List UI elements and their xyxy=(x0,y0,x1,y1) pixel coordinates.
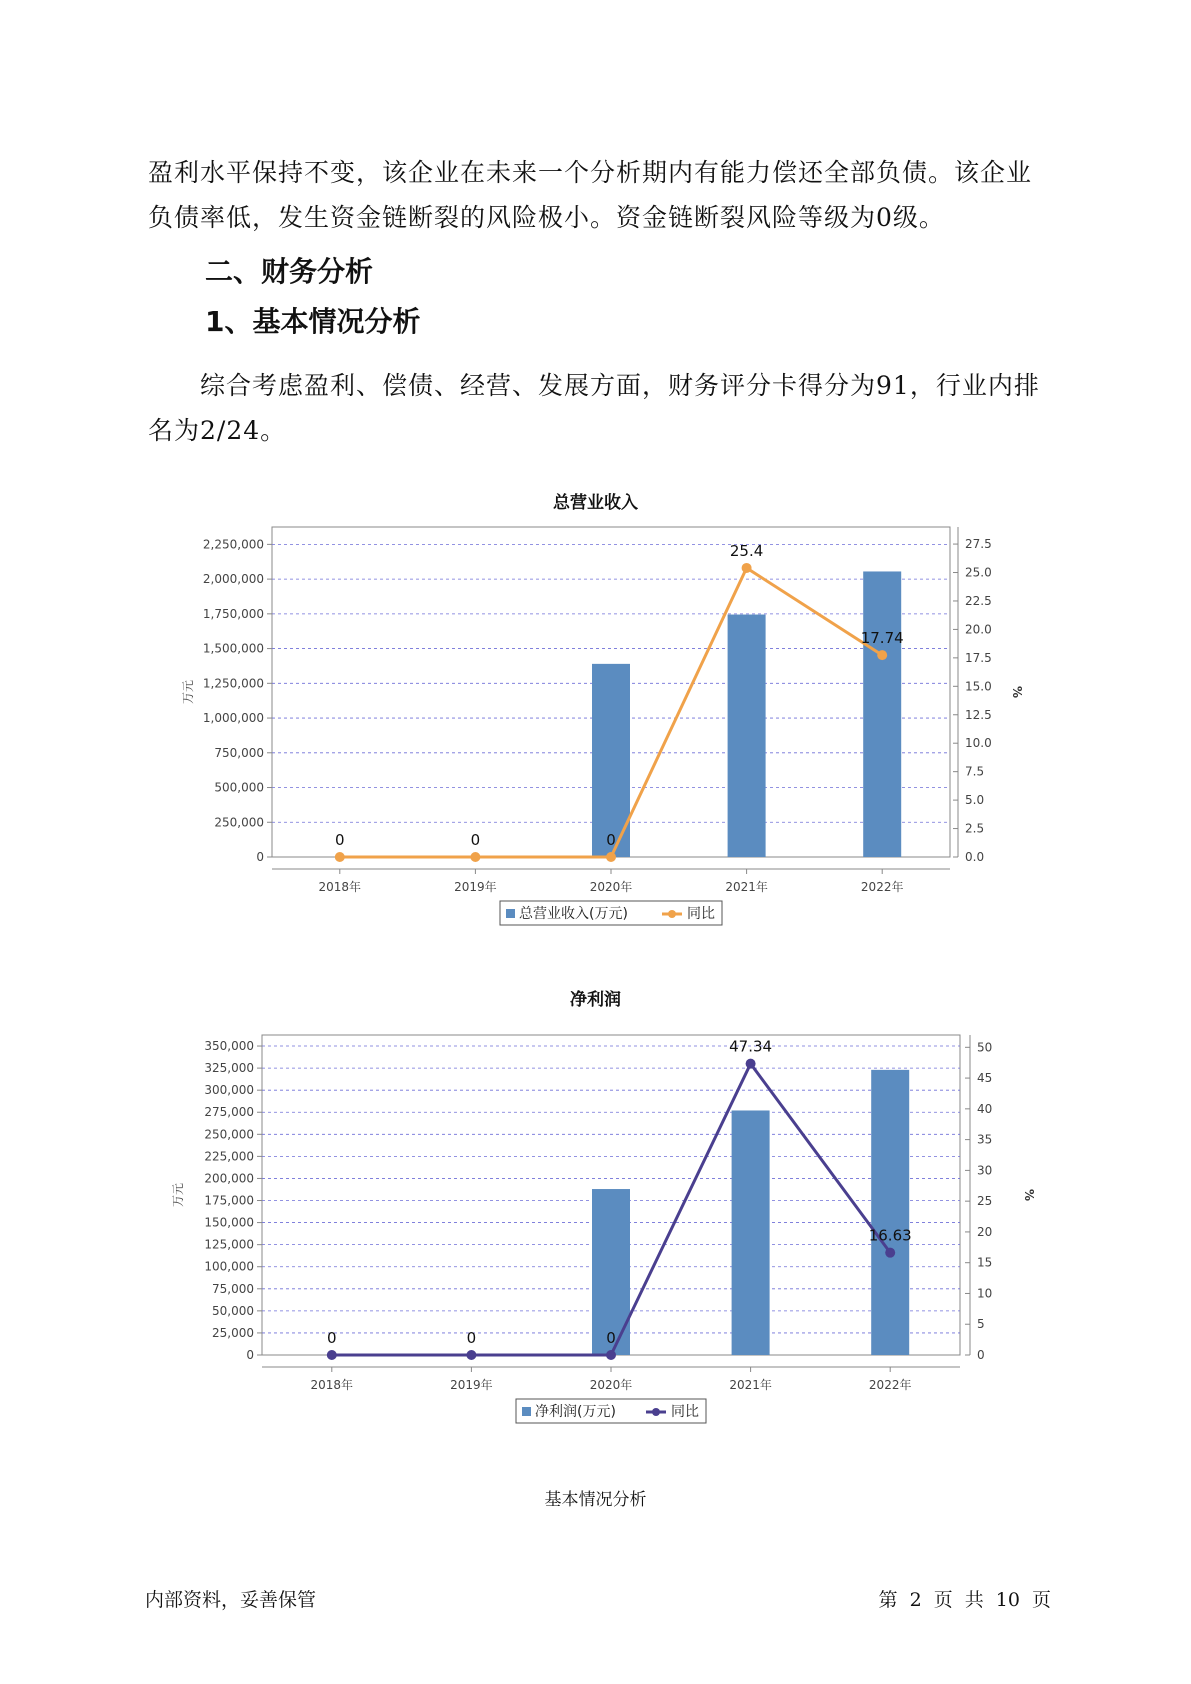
y-tick-label: 1,500,000 xyxy=(202,641,264,656)
chart-net-profit xyxy=(0,1013,1191,1433)
y2-axis-title: % xyxy=(1010,685,1024,699)
y-tick-label: 750,000 xyxy=(214,745,264,760)
x-tick-label: 2020年 xyxy=(589,880,633,894)
y2-tick-label: 15 xyxy=(977,1255,993,1270)
line-point xyxy=(742,563,752,573)
legend-line-label: 同比 xyxy=(687,906,715,922)
data-label: 0 xyxy=(606,1329,616,1347)
subsection-heading: 1、基本情况分析 xyxy=(205,305,421,338)
legend-bar-label: 净利润(万元) xyxy=(535,1404,616,1420)
line-point xyxy=(606,1350,616,1360)
y-axis-title: 万元 xyxy=(181,679,195,705)
y-tick-label: 250,000 xyxy=(204,1127,254,1142)
line-point xyxy=(327,1350,337,1360)
y2-tick-label: 35 xyxy=(977,1132,993,1147)
y-tick-label: 0 xyxy=(256,850,264,864)
y-tick-label: 100,000 xyxy=(204,1259,254,1274)
data-label: 47.34 xyxy=(729,1037,773,1056)
legend-line-marker xyxy=(652,1408,660,1416)
y2-tick-label: 2.5 xyxy=(965,821,985,836)
y-tick-label: 275,000 xyxy=(204,1105,254,1120)
bar xyxy=(871,1070,909,1355)
y2-tick-label: 40 xyxy=(977,1101,993,1116)
y2-tick-label: 25.0 xyxy=(965,565,992,580)
y-tick-label: 1,750,000 xyxy=(202,606,264,621)
bar xyxy=(863,571,901,857)
y-tick-label: 500,000 xyxy=(214,780,264,795)
chart-revenue xyxy=(0,515,1191,935)
x-tick-label: 2018年 xyxy=(318,880,362,894)
x-tick-label: 2019年 xyxy=(454,880,497,894)
data-label: 0 xyxy=(335,831,345,849)
x-tick-label: 2022年 xyxy=(868,1378,912,1392)
y-tick-label: 1,000,000 xyxy=(202,711,264,726)
y2-axis-title: % xyxy=(1022,1188,1036,1202)
line-point xyxy=(466,1350,476,1360)
line-point xyxy=(606,852,616,862)
data-label: 25.4 xyxy=(729,541,764,560)
line-point xyxy=(470,852,480,862)
line-point xyxy=(885,1248,895,1258)
x-tick-label: 2021年 xyxy=(729,1378,772,1392)
x-tick-label: 2018年 xyxy=(310,1378,354,1392)
y2-tick-label: 0.0 xyxy=(965,850,985,864)
y-tick-label: 75,000 xyxy=(212,1281,254,1296)
y-tick-label: 325,000 xyxy=(204,1061,254,1076)
y2-tick-label: 5 xyxy=(977,1317,985,1332)
y-tick-label: 0 xyxy=(246,1348,254,1362)
y-tick-label: 225,000 xyxy=(204,1149,254,1164)
data-label: 0 xyxy=(327,1329,337,1347)
x-tick-label: 2019年 xyxy=(450,1378,493,1392)
y-tick-label: 125,000 xyxy=(204,1237,254,1252)
y2-tick-label: 0 xyxy=(977,1348,985,1362)
y2-tick-label: 20 xyxy=(977,1224,993,1239)
chart-title-revenue: 总营业收入 xyxy=(553,493,638,513)
x-tick-label: 2021年 xyxy=(725,880,768,894)
data-label: 17.74 xyxy=(860,629,904,648)
x-tick-label: 2020年 xyxy=(589,1378,633,1392)
y-tick-label: 2,000,000 xyxy=(202,572,264,587)
y2-tick-label: 22.5 xyxy=(965,593,992,608)
y2-tick-label: 10.0 xyxy=(965,736,992,751)
y-tick-label: 50,000 xyxy=(212,1303,254,1318)
y-tick-label: 1,250,000 xyxy=(202,676,264,691)
y2-tick-label: 10 xyxy=(977,1286,993,1301)
y-tick-label: 175,000 xyxy=(204,1193,254,1208)
y-tick-label: 2,250,000 xyxy=(202,537,264,552)
legend-line-label: 同比 xyxy=(671,1404,699,1420)
y-tick-label: 25,000 xyxy=(212,1325,254,1340)
legend-bar-swatch xyxy=(506,909,515,918)
line-point xyxy=(335,852,345,862)
legend-line-marker xyxy=(668,910,676,918)
y2-tick-label: 27.5 xyxy=(965,537,992,552)
paragraph-risk-summary: 盈利水平保持不变，该企业在未来一个分析期内有能力偿还全部负债。该企业负债率低，发生资金链断裂的风险极小。资金链断裂风险等级为0级。 xyxy=(148,158,1033,232)
bar xyxy=(732,1110,770,1355)
y2-tick-label: 15.0 xyxy=(965,679,992,694)
y-tick-label: 350,000 xyxy=(204,1039,254,1054)
x-tick-label: 2022年 xyxy=(860,880,904,894)
y2-tick-label: 45 xyxy=(977,1071,993,1086)
y-tick-label: 300,000 xyxy=(204,1083,254,1098)
data-label: 0 xyxy=(466,1329,477,1347)
data-label: 0 xyxy=(606,831,616,849)
data-label: 16.63 xyxy=(868,1226,912,1245)
y2-tick-label: 5.0 xyxy=(965,793,985,808)
paragraph-score-summary: 综合考虑盈利、偿债、经营、发展方面，财务评分卡得分为91，行业内排名为2/24。 xyxy=(148,371,1040,445)
y-tick-label: 150,000 xyxy=(204,1215,254,1230)
y2-tick-label: 7.5 xyxy=(965,764,985,779)
line-point xyxy=(746,1059,756,1069)
y2-tick-label: 25 xyxy=(977,1194,993,1209)
data-label: 0 xyxy=(470,831,481,849)
footer-page-number: 第 2 页 共 10 页 xyxy=(878,1589,1051,1611)
y-tick-label: 250,000 xyxy=(214,815,264,830)
y2-tick-label: 50 xyxy=(977,1040,993,1055)
legend-bar-swatch xyxy=(522,1407,531,1416)
figure-caption: 基本情况分析 xyxy=(544,1490,647,1510)
y2-tick-label: 20.0 xyxy=(965,622,992,637)
section-heading: 二、财务分析 xyxy=(205,255,374,288)
chart-title-net-profit: 净利润 xyxy=(570,990,621,1010)
line-point xyxy=(877,650,887,660)
bar xyxy=(728,615,766,857)
y-axis-title: 万元 xyxy=(171,1182,185,1208)
y2-tick-label: 17.5 xyxy=(965,650,992,665)
y2-tick-label: 30 xyxy=(977,1163,993,1178)
y-tick-label: 200,000 xyxy=(204,1171,254,1186)
footer-confidential-note: 内部资料，妥善保管 xyxy=(145,1589,317,1611)
y2-tick-label: 12.5 xyxy=(965,707,992,722)
legend-bar-label: 总营业收入(万元) xyxy=(519,906,628,922)
